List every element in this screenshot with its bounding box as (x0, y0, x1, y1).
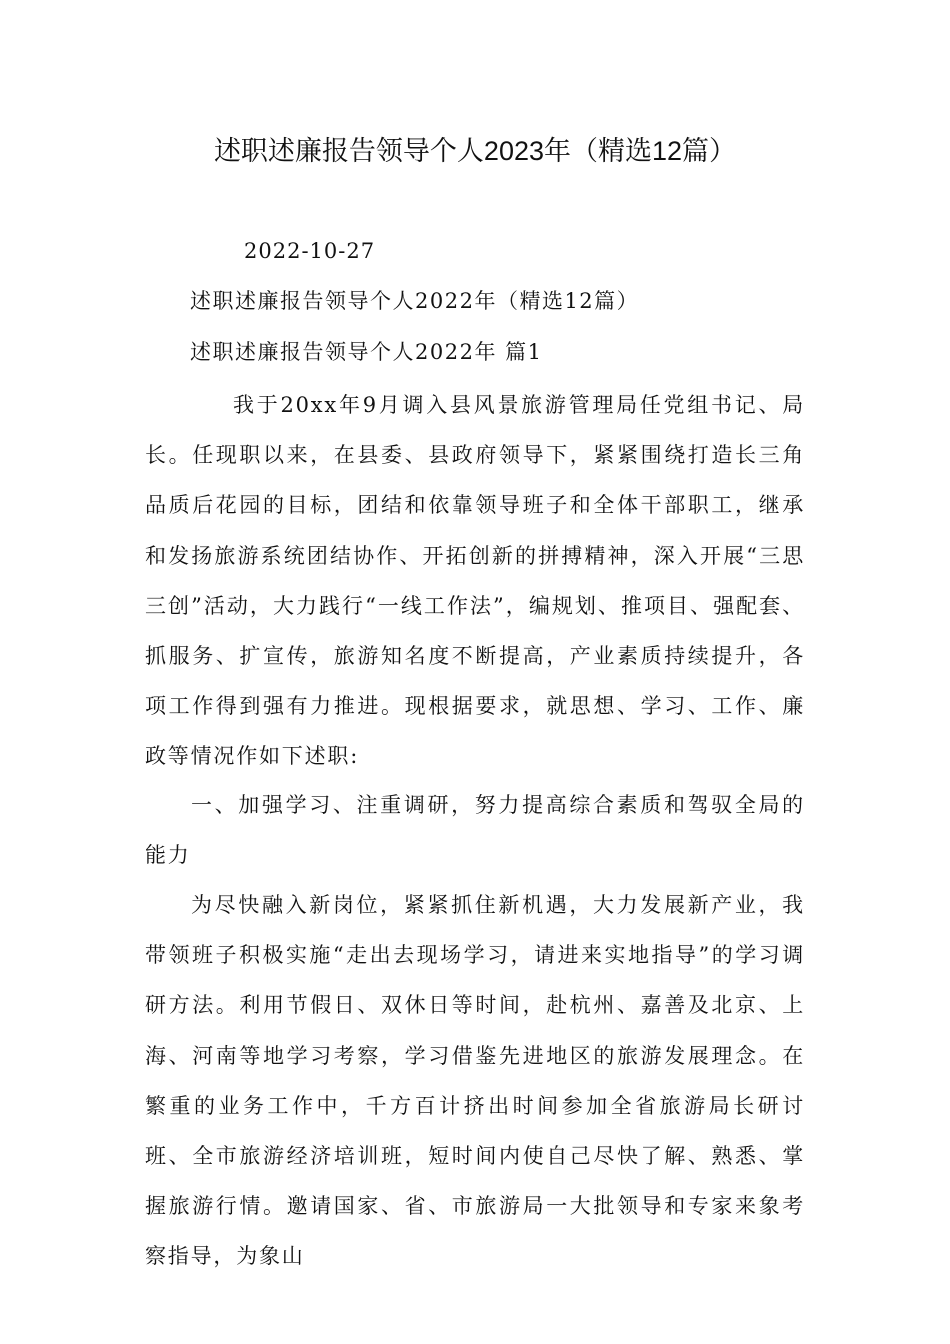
document-date: 2022-10-27 (244, 239, 376, 263)
body-paragraph-study: 为尽快融入新岗位，紧紧抓住新机遇，大力发展新产业，我带领班子积极实施“走出去现场学习，请进来实地指导”的学习调研方法。利用节假日、双休日等时间，赴杭州、嘉善及北京、上海、河南等地学习考察，学习借鉴先进地区的旅游发展理念。在繁重的业务工作中，千方百计挤出时间参加全省旅游局长研讨班、全市旅游经济培训班，短时间内使自己尽快了解、熟悉、掌握旅游行情。邀请国家、省、市旅游局一大批领导和专家来象考察指导，为象山 (145, 893, 805, 1269)
body-paragraph-intro: 我于20xx年9月调入县风景旅游管理局任党组书记、局长。任现职以来，在县委、县政府领导下，紧紧围绕打造长三角品质后花园的目标，团结和依靠领导班子和全体干部职工，继承和发扬旅游系统团结协作、开拓创新的拼搏精神，深入开展“三思三创”活动，大力践行“一线工作法”，编规划、推项目、强配套、抓服务、扩宣传，旅游知名度不断提高，产业素质持续提升，各项工作得到强有力推进。现根据要求，就思想、学习、工作、廉政等情况作如下述职: (145, 393, 805, 769)
section-heading: 述职述廉报告领导个人2022年 篇1 (190, 340, 543, 364)
body-paragraph-heading-one: 一、加强学习、注重调研，努力提高综合素质和驾驭全局的能力 (145, 793, 805, 868)
document-subtitle: 述职述廉报告领导个人2022年（精选12篇） (190, 289, 640, 313)
document-title: 述职述廉报告领导个人2023年（精选12篇） (213, 136, 737, 166)
